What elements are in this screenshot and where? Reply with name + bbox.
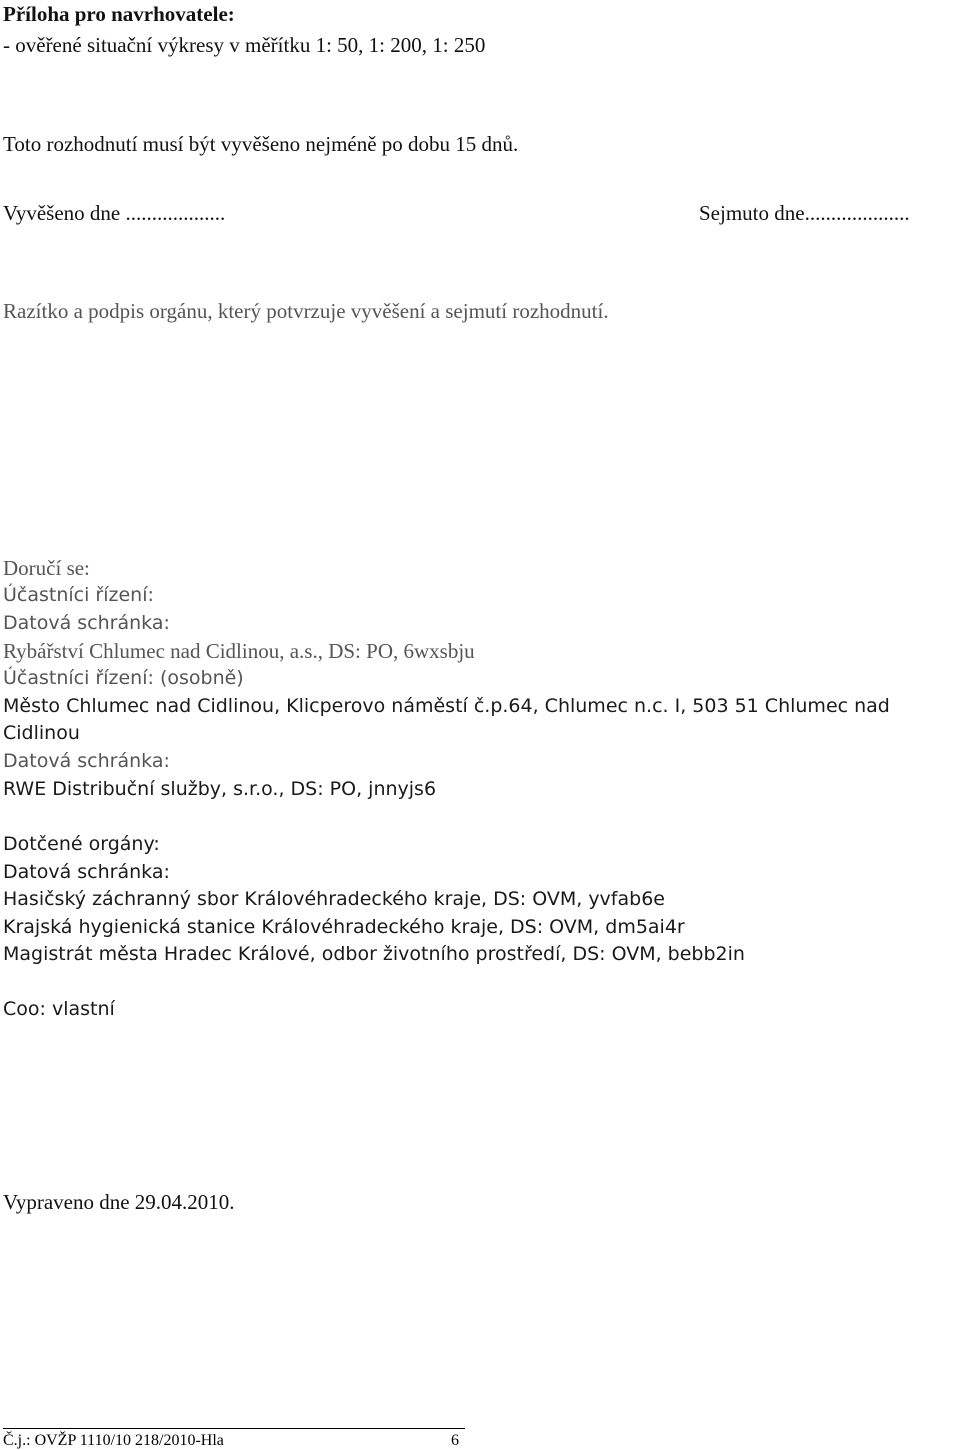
authority-entry: Krajská hygienická stanice Královéhradeckého kraje, DS: OVM, dm5ai4r bbox=[3, 916, 685, 938]
footer-reference: Č.j.: OVŽP 1110/10 218/2010-Hla bbox=[3, 1432, 224, 1449]
page-number: 6 bbox=[451, 1432, 459, 1449]
participant-entry: Město Chlumec nad Cidlinou, Klicperovo náměstí č.p.64, Chlumec n.c. I, 503 51 Chlumec nad bbox=[3, 695, 890, 717]
copy-note: Coo: vlastní bbox=[3, 998, 115, 1020]
posting-notice: Toto rozhodnutí musí být vyvěšeno nejméně po dobu 15 dnů. bbox=[3, 132, 519, 156]
delivery-heading: Doručí se: bbox=[3, 556, 90, 580]
data-box-label: Datová schránka: bbox=[3, 861, 170, 883]
data-box-label: Datová schránka: bbox=[3, 750, 170, 772]
attachment-heading: Příloha pro navrhovatele: bbox=[3, 2, 235, 26]
participant-entry: Rybářství Chlumec nad Cidlinou, a.s., DS: PO, 6wxsbju bbox=[3, 639, 475, 663]
sent-date: Vypraveno dne 29.04.2010. bbox=[3, 1190, 235, 1214]
attachment-item: - ověřené situační výkresy v měřítku 1: 50, 1: 200, 1: 250 bbox=[3, 33, 486, 57]
stamp-note: Razítko a podpis orgánu, který potvrzuje vyvěšení a sejmutí rozhodnutí. bbox=[3, 299, 609, 323]
data-box-label: Datová schránka: bbox=[3, 612, 170, 634]
participants-personal-heading: Účastníci řízení: (osobně) bbox=[3, 667, 244, 689]
authority-entry: Magistrát města Hradec Králové, odbor životního prostředí, DS: OVM, bebb2in bbox=[3, 943, 745, 965]
removed-date-field: Sejmuto dne.................... bbox=[699, 201, 910, 225]
participant-entry-continued: Cidlinou bbox=[3, 722, 80, 744]
authority-entry: Hasičský záchranný sbor Královéhradeckého kraje, DS: OVM, yvfab6e bbox=[3, 888, 665, 910]
participants-heading: Účastníci řízení: bbox=[3, 584, 154, 606]
footer-rule bbox=[3, 1428, 465, 1429]
posted-date-field: Vyvěšeno dne ................... bbox=[3, 201, 226, 225]
participant-entry: RWE Distribuční služby, s.r.o., DS: PO, jnnyjs6 bbox=[3, 778, 437, 800]
authorities-heading: Dotčené orgány: bbox=[3, 833, 160, 855]
